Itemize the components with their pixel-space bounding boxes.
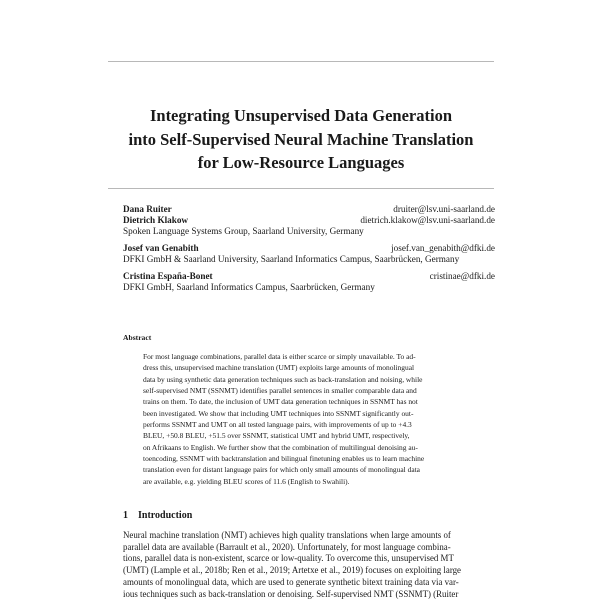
author-name: Dana Ruiter [123, 204, 172, 214]
abstract-line: toencoding, SSNMT with backtranslation and bilingual finetuning enables us to learn machine [143, 454, 425, 464]
author-email[interactable]: josef.van_genabith@dfki.de [391, 243, 495, 253]
abstract-line: performs SSNMT and UMT on all tested language pairs, with improvements of up to +4.3 [143, 420, 412, 430]
body-line: Neural machine translation (NMT) achieves high quality translations when large amounts of [123, 530, 451, 540]
abstract-line: self-supervised NMT (SSNMT) identifies parallel sentences in smaller comparable data and [143, 386, 417, 396]
paper-title [108, 104, 494, 175]
author-name: Cristina España-Bonet [123, 271, 213, 281]
body-line: amounts of monolingual data, which are used to generate synthetic bitext training data via var- [123, 576, 459, 587]
author-affiliation: DFKI GmbH, Saarland Informatics Campus, Saarbrücken, Germany [123, 282, 375, 292]
author-block-van-genabith [123, 243, 495, 265]
abstract-body [143, 351, 476, 487]
body-line: tions, parallel data is non-existent, scarce or low-quality. To overcome this, unsupervised MT [123, 553, 454, 564]
author-block-espana-bonet [123, 271, 495, 293]
abstract-line: on Afrikaans to English. We further show that the combination of multilingual denoising au- [143, 442, 418, 452]
title-line: into Self-Supervised Neural Machine Translation [128, 129, 474, 149]
abstract-line: trains on them. To date, the inclusion of UMT data generation techniques in SSNMT has not [143, 397, 418, 407]
author-row [123, 204, 495, 215]
body-line: parallel data are available (Barrault et al., 2020). Unfortunately, for most language combina- [123, 541, 451, 552]
author-row [123, 271, 495, 282]
author-email[interactable]: cristinae@dfki.de [429, 271, 495, 281]
section-number: 1 [123, 510, 128, 521]
body-line: (UMT) (Lample et al., 2018b; Ren et al., 2019; Artetxe et al., 2019) focuses on exploiting large [123, 565, 461, 576]
author-row [123, 243, 495, 254]
bottom-rule [108, 188, 494, 189]
author-email[interactable]: dietrich.klakow@lsv.uni-saarland.de [360, 215, 495, 225]
abstract-line: For most language combinations, parallel data is either scarce or simply unavailable. To ad- [143, 352, 416, 361]
title-line: for Low-Resource Languages [197, 153, 405, 172]
author-email[interactable]: druiter@lsv.uni-saarland.de [393, 204, 495, 214]
author-row [123, 215, 495, 226]
abstract-heading: Abstract [123, 333, 152, 342]
section-heading-introduction [123, 510, 192, 521]
abstract-line: are available, e.g. yielding BLEU scores of 11.6 (English to Swahili). [143, 476, 350, 486]
abstract-line: BLEU, +50.8 BLEU, +51.5 over SSNMT, statistical UMT and hybrid UMT, respectively, [143, 431, 410, 441]
author-block-ruiter-klakow [123, 204, 495, 237]
title-line: Integrating Unsupervised Data Generation [149, 106, 453, 125]
body-line: ious techniques such as back-translation or denoising. Self-supervised NMT (SSNMT) (Ruiter [123, 588, 459, 599]
author-name: Josef van Genabith [123, 243, 199, 253]
author-affiliation: DFKI GmbH & Saarland University, Saarland Informatics Campus, Saarbrücken, Germany [123, 254, 460, 264]
abstract-line: dress this, unsupervised machine translation (UMT) exploits large amounts of monolingual [143, 363, 415, 373]
author-name: Dietrich Klakow [123, 215, 189, 225]
section-title: Introduction [138, 510, 193, 521]
introduction-body [123, 530, 495, 600]
abstract-line: been investigated. We show that including UMT techniques into SSNMT significantly out- [143, 408, 414, 418]
author-affiliation: Spoken Language Systems Group, Saarland University, Germany [123, 226, 364, 236]
abstract-line: translation even for distant language pairs for which only small amounts of monolingual data [143, 465, 420, 475]
top-rule [108, 61, 494, 62]
abstract-line: data by using synthetic data generation techniques such as back-translation and noising, while [143, 374, 423, 384]
